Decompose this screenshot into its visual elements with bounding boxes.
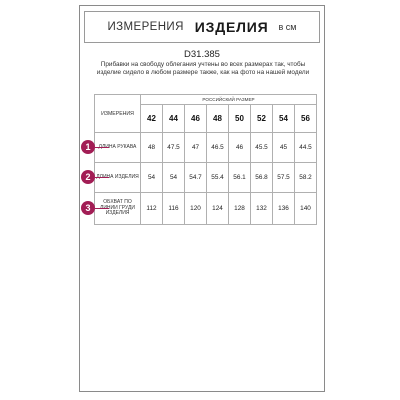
title-garment: ИЗДЕЛИЯ <box>194 19 269 35</box>
table-cell: 132 <box>251 193 273 225</box>
table-cell: 54 <box>163 163 185 193</box>
marker-badge: 1 <box>81 140 95 154</box>
table-cell: 47 <box>185 133 207 163</box>
size-chart-sheet <box>79 5 325 392</box>
size-header: 42 <box>141 105 163 133</box>
table-cell: 140 <box>295 193 317 225</box>
article-code: D31.385 <box>184 49 220 60</box>
table-cell: 56.1 <box>229 163 251 193</box>
size-header: 50 <box>229 105 251 133</box>
size-header: 56 <box>295 105 317 133</box>
marker-connector <box>95 208 109 209</box>
table-cell: 44.5 <box>295 133 317 163</box>
marker-badge: 2 <box>81 170 95 184</box>
title-measurements: ИЗМЕРЕНИЯ <box>107 21 184 33</box>
table-row <box>95 163 317 193</box>
row-label: ДЛИНА ИЗДЕЛИЯ <box>95 163 141 193</box>
table-cell: 54.7 <box>185 163 207 193</box>
title-units: в см <box>278 22 297 32</box>
table-cell: 124 <box>207 193 229 225</box>
table-row <box>95 133 317 163</box>
row-label: ОБХВАТ ПО ЛИНИИ ГРУДИ ИЗДЕЛИЯ <box>95 193 141 225</box>
table-cell: 112 <box>141 193 163 225</box>
table-cell: 46.5 <box>207 133 229 163</box>
table-cell: 55.4 <box>207 163 229 193</box>
size-table <box>94 94 317 225</box>
table-cell: 46 <box>229 133 251 163</box>
measure-column-header: ИЗМЕРЕНИЯ <box>95 95 141 133</box>
table-cell: 54 <box>141 163 163 193</box>
table-cell: 116 <box>163 193 185 225</box>
marker-connector <box>95 177 109 178</box>
table-cell: 45 <box>273 133 295 163</box>
title-box <box>84 11 320 43</box>
table-cell: 58.2 <box>295 163 317 193</box>
row-label: ДЛИНА РУКАВА <box>95 133 141 163</box>
table-cell: 45.5 <box>251 133 273 163</box>
table-cell: 56.8 <box>251 163 273 193</box>
size-header: 52 <box>251 105 273 133</box>
table-cell: 128 <box>229 193 251 225</box>
table-cell: 47.5 <box>163 133 185 163</box>
size-header: 48 <box>207 105 229 133</box>
table-cell: 136 <box>273 193 295 225</box>
table-row <box>95 193 317 225</box>
size-header: 54 <box>273 105 295 133</box>
size-header: 44 <box>163 105 185 133</box>
marker-badge: 3 <box>81 201 95 215</box>
table-cell: 120 <box>185 193 207 225</box>
table-cell: 48 <box>141 133 163 163</box>
fit-note: Прибавки на свободу облегания учтены во всех размерах так, чтобы изделие сидело в любом размере также, как на фото на нашей модели <box>96 61 310 76</box>
size-header: 46 <box>185 105 207 133</box>
table-cell: 57.5 <box>273 163 295 193</box>
marker-connector <box>95 147 109 148</box>
size-group-header: РОССИЙСКИЙ РАЗМЕР <box>141 95 317 105</box>
